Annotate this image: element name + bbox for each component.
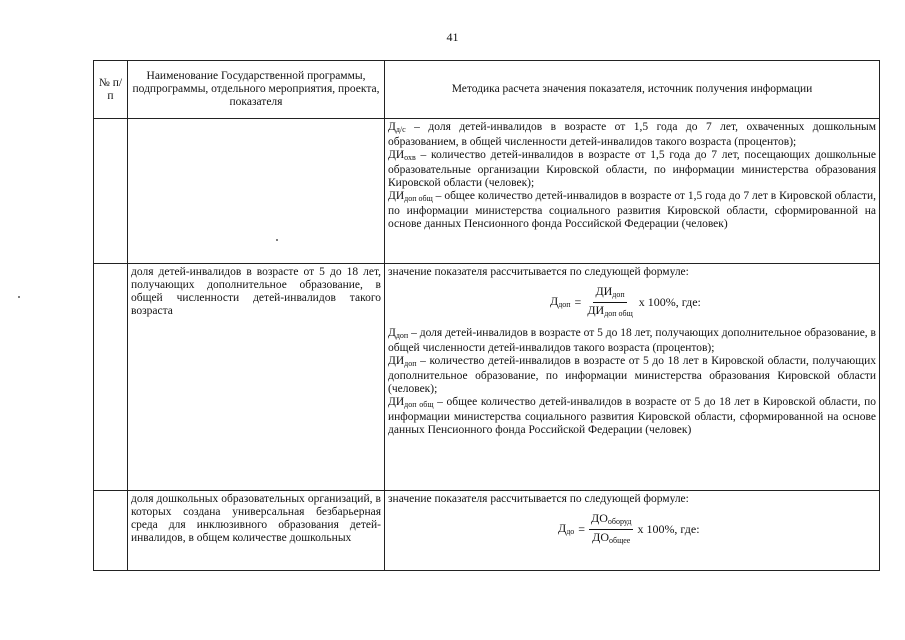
formula-fraction: $\frac{ДО_{оборуд}}{ДО_{общее}}$ bbox=[591, 511, 632, 545]
header-name: Наименование Государственной программы, подпрограммы, отдельного мероприятия, проекта, показателя bbox=[128, 61, 385, 119]
formula-intro: значение показателя рассчитывается по следующей формуле: bbox=[388, 493, 689, 505]
definition-line: $Д_{доп}$ – доля детей-инвалидов в возрасте от 5 до 18 лет, получающих дополнительное образование, в общей численности детей-инвалидов такого возраста (процентов); bbox=[388, 327, 876, 354]
formula-fraction: $\frac{ДИ_{доп}}{ДИ_{доп общ}}$ bbox=[587, 284, 633, 318]
formula-block bbox=[388, 506, 876, 554]
row2-num bbox=[94, 264, 128, 491]
formula-block bbox=[388, 279, 876, 327]
margin-speck bbox=[18, 296, 20, 298]
row1-name bbox=[128, 119, 385, 264]
row1-num bbox=[94, 119, 128, 264]
header-method: Методика расчета значения показателя, источник получения информации bbox=[385, 61, 880, 119]
row3-num bbox=[94, 491, 128, 571]
header-num: № п/п bbox=[94, 61, 128, 119]
formula: $Д_{до}$ = $\frac{ДО_{оборуд}}{ДО_{общее}}$ х 100%, где: bbox=[558, 511, 700, 545]
row2-name: доля детей-инвалидов в возрасте от 5 до 18 лет, получающих дополнительное образование, в общей численности детей-инвалидов такого возраста bbox=[128, 264, 385, 491]
row3-name: доля дошкольных образовательных организаций, в которых создана универсальная безбарьерная среда для инклюзивного образования детей-инвалидов, в общем количестве дошкольных bbox=[128, 491, 385, 571]
table-row bbox=[94, 264, 880, 491]
definition-line: $Д_{д/с}$ – доля детей-инвалидов в возрасте от 1,5 года до 7 лет, охваченных дошкольным образованием, в общей численности детей-инвалидов такого возраста (процентов); bbox=[388, 121, 876, 148]
indicator-table bbox=[93, 60, 880, 571]
table-row bbox=[94, 119, 880, 264]
formula-intro: значение показателя рассчитывается по следующей формуле: bbox=[388, 266, 689, 278]
definition-line: $ДИ_{доп общ}$ – общее количество детей-инвалидов в возрасте от 1,5 года до 7 лет в Кировской области, по информации министерства социального развития Кировской области, сформированной на основе данных Пенсионного фонда Российской Федерации (человек) bbox=[388, 190, 876, 230]
row2-method bbox=[385, 264, 880, 491]
definition-line: $ДИ_{охв}$ – количество детей-инвалидов в возрасте от 1,5 года до 7 лет, посещающих дошкольные образовательные организации Кировской области, по информации министерства образования Кировской области (человек); bbox=[388, 149, 876, 189]
definition-line: $ДИ_{доп}$ – количество детей-инвалидов в возрасте от 5 до 18 лет в Кировской области, получающих дополнительное образование, по информации министерства образования Кировской области (человек); bbox=[388, 355, 876, 395]
formula: $Д_{доп}$ = $\frac{ДИ_{доп}}{ДИ_{доп общ}}$ х 100%, где: bbox=[550, 284, 701, 318]
definition-line: $ДИ_{доп общ}$ – общее количество детей-инвалидов в возрасте от 5 до 18 лет в Кировской области, по информации министерства социального развития Кировской области, сформированной на основе данных Пенсионного фонда Российской Федерации (человек) bbox=[388, 396, 876, 436]
table-header-row bbox=[94, 61, 880, 119]
table-row bbox=[94, 491, 880, 571]
row3-method bbox=[385, 491, 880, 571]
row1-method bbox=[385, 119, 880, 264]
page-number: 41 bbox=[446, 30, 459, 44]
